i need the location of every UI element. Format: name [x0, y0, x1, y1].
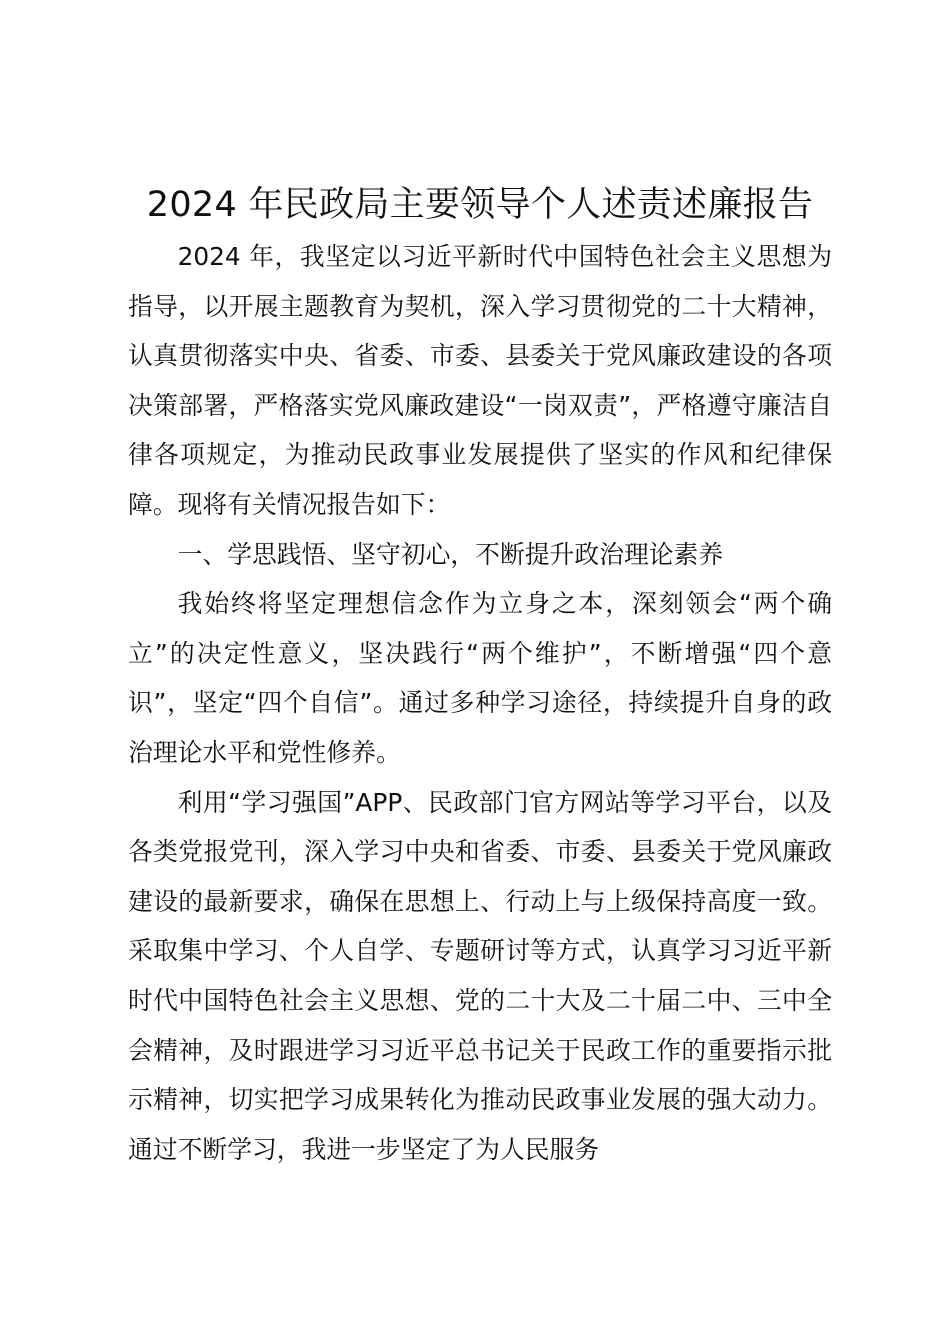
- body-paragraph: 我始终将坚定理想信念作为立身之本，深刻领会“两个确立”的决定性意义，坚决践行“两个维护”，不断增强“四个意识”，坚定“四个自信”。通过多种学习途径，持续提升自身的政治理论水平和党性修养。: [128, 589, 832, 767]
- body-paragraph: 利用“学习强国”APP、民政部门官方网站等学习平台，以及各类党报党刊，深入学习中央和省委、市委、县委关于党风廉政建设的最新要求，确保在思想上、行动上与上级保持高度一致。采取集中学习、个人自学、专题研讨等方式，认真学习习近平新时代中国特色社会主义思想、党的二十大及二十届二中、三中全会精神，及时跟进学习习近平总书记关于民政工作的重要指示批示精神，切实把学习成果转化为推动民政事业发展的强大动力。通过不断学习，我进一步坚定了为人民服务: [128, 787, 832, 1164]
- document-title: 2024 年民政局主要领导个人述责述廉报告: [146, 185, 814, 225]
- document-page: [128, 178, 832, 1174]
- section-heading: 一、学思践悟、坚守初心，不断提升政治理论素养: [177, 539, 724, 569]
- intro-paragraph: 2024 年，我坚定以习近平新时代中国特色社会主义思想为指导，以开展主题教育为契机，深入学习贯彻党的二十大精神，认真贯彻落实中央、省委、市委、县委关于党风廉政建设的各项决策部署，严格落实党风廉政建设“一岗双责”，严格遵守廉洁自律各项规定，为推动民政事业发展提供了坚实的作风和纪律保障。现将有关情况报告如下：: [128, 242, 832, 519]
